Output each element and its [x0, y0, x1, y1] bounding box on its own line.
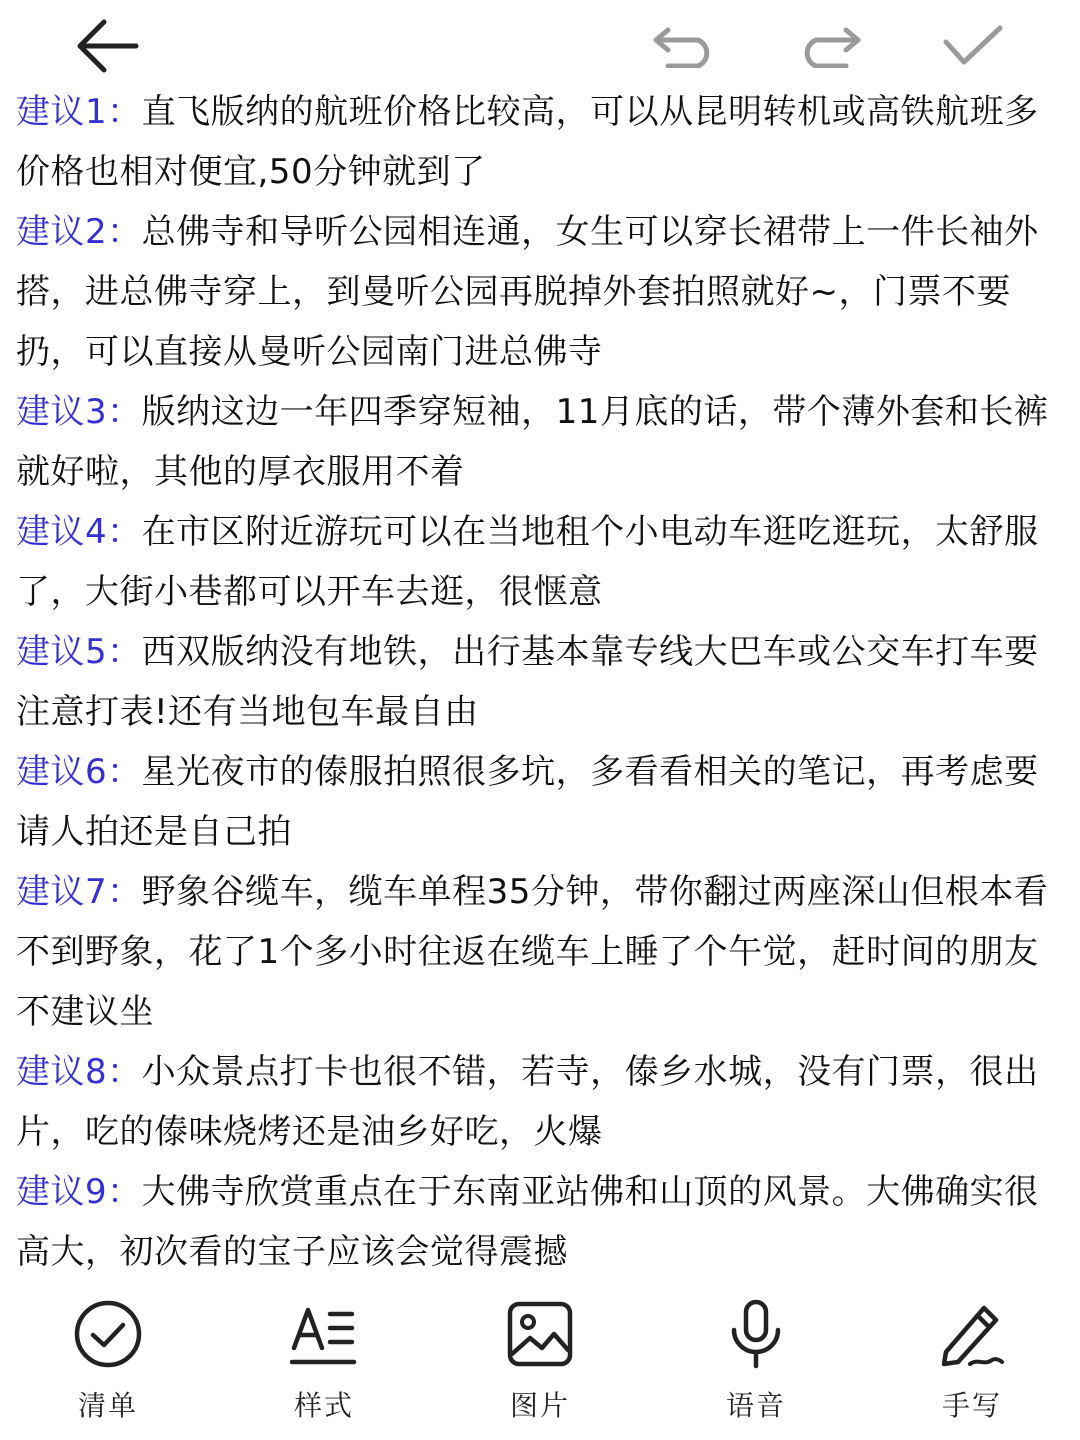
- checklist-label: 清单: [77, 1389, 138, 1422]
- redo-icon[interactable]: [794, 22, 864, 68]
- handwriting-button[interactable]: [902, 1290, 1042, 1430]
- bottom-toolbar: [0, 1290, 1080, 1440]
- image-label: 图片: [509, 1389, 570, 1422]
- tip-text: 直飞版纳的航班价格比较高，可以从昆明转机或高铁航班多价格也相对便宜,50分钟就到了: [16, 92, 1039, 192]
- tip-paragraph-2: [16, 202, 1064, 382]
- image-button[interactable]: [470, 1290, 610, 1430]
- tip-paragraph-7: [16, 862, 1064, 1042]
- tip-text: 野象谷缆车，缆车单程35分钟，带你翻过两座深山但根本看不到野象，花了1个多小时往返在缆车上睡了个午觉，赶时间的朋友不建议坐: [16, 872, 1049, 1032]
- tip-paragraph-4: [16, 502, 1064, 622]
- handwriting-label: 手写: [941, 1389, 1002, 1422]
- tip-text: 西双版纳没有地铁，出行基本靠专线大巴车或公交车打车要注意打表!还有当地包车最自由: [16, 632, 1039, 732]
- tip-label: 建议6：: [16, 752, 142, 792]
- tip-text: 在市区附近游玩可以在当地租个小电动车逛吃逛玩，太舒服了，大街小巷都可以开车去逛，很惬意: [16, 512, 1039, 612]
- tip-text: 星光夜市的傣服拍照很多坑，多看看相关的笔记，再考虑要请人拍还是自己拍: [16, 752, 1039, 852]
- tip-paragraph-1: [16, 82, 1064, 202]
- tip-text: 总佛寺和导听公园相连通，女生可以穿长裙带上一件长袖外搭，进总佛寺穿上，到曼听公园再脱掉外套拍照就好~，门票不要扔，可以直接从曼听公园南门进总佛寺: [16, 212, 1039, 372]
- note-body[interactable]: [16, 82, 1064, 1282]
- pen-icon: [936, 1298, 1008, 1370]
- tip-label: 建议5：: [16, 632, 142, 672]
- tip-text: 大佛寺欣赏重点在于东南亚站佛和山顶的风景。大佛确实很高大，初次看的宝子应该会觉得震撼: [16, 1172, 1039, 1272]
- tip-label: 建议8：: [16, 1052, 142, 1092]
- check-icon[interactable]: [940, 22, 1006, 68]
- tip-label: 建议7：: [16, 872, 142, 912]
- tip-paragraph-9: [16, 1162, 1064, 1282]
- checklist-button[interactable]: [38, 1290, 178, 1430]
- tip-label: 建议2：: [16, 212, 142, 252]
- tip-paragraph-3: [16, 382, 1064, 502]
- tip-paragraph-5: [16, 622, 1064, 742]
- microphone-icon: [720, 1298, 792, 1370]
- undo-icon[interactable]: [650, 22, 720, 68]
- checklist-icon: [72, 1298, 144, 1370]
- arrow-left-icon[interactable]: [74, 16, 140, 76]
- tip-label: 建议9：: [16, 1172, 142, 1212]
- top-toolbar: [0, 0, 1080, 88]
- text-style-icon: [288, 1298, 360, 1370]
- tip-label: 建议1：: [16, 92, 142, 132]
- image-icon: [504, 1298, 576, 1370]
- voice-button[interactable]: [686, 1290, 826, 1430]
- tip-paragraph-6: [16, 742, 1064, 862]
- voice-label: 语音: [725, 1389, 786, 1422]
- tip-text: 小众景点打卡也很不错，若寺，傣乡水城，没有门票，很出片，吃的傣味烧烤还是油乡好吃，火爆: [16, 1052, 1039, 1152]
- text-style-label: 样式: [293, 1389, 354, 1422]
- tip-label: 建议3：: [16, 392, 142, 432]
- tip-text: 版纳这边一年四季穿短袖，11月底的话，带个薄外套和长裤就好啦，其他的厚衣服用不着: [16, 392, 1049, 492]
- text-style-button[interactable]: [254, 1290, 394, 1430]
- tip-paragraph-8: [16, 1042, 1064, 1162]
- tip-label: 建议4：: [16, 512, 142, 552]
